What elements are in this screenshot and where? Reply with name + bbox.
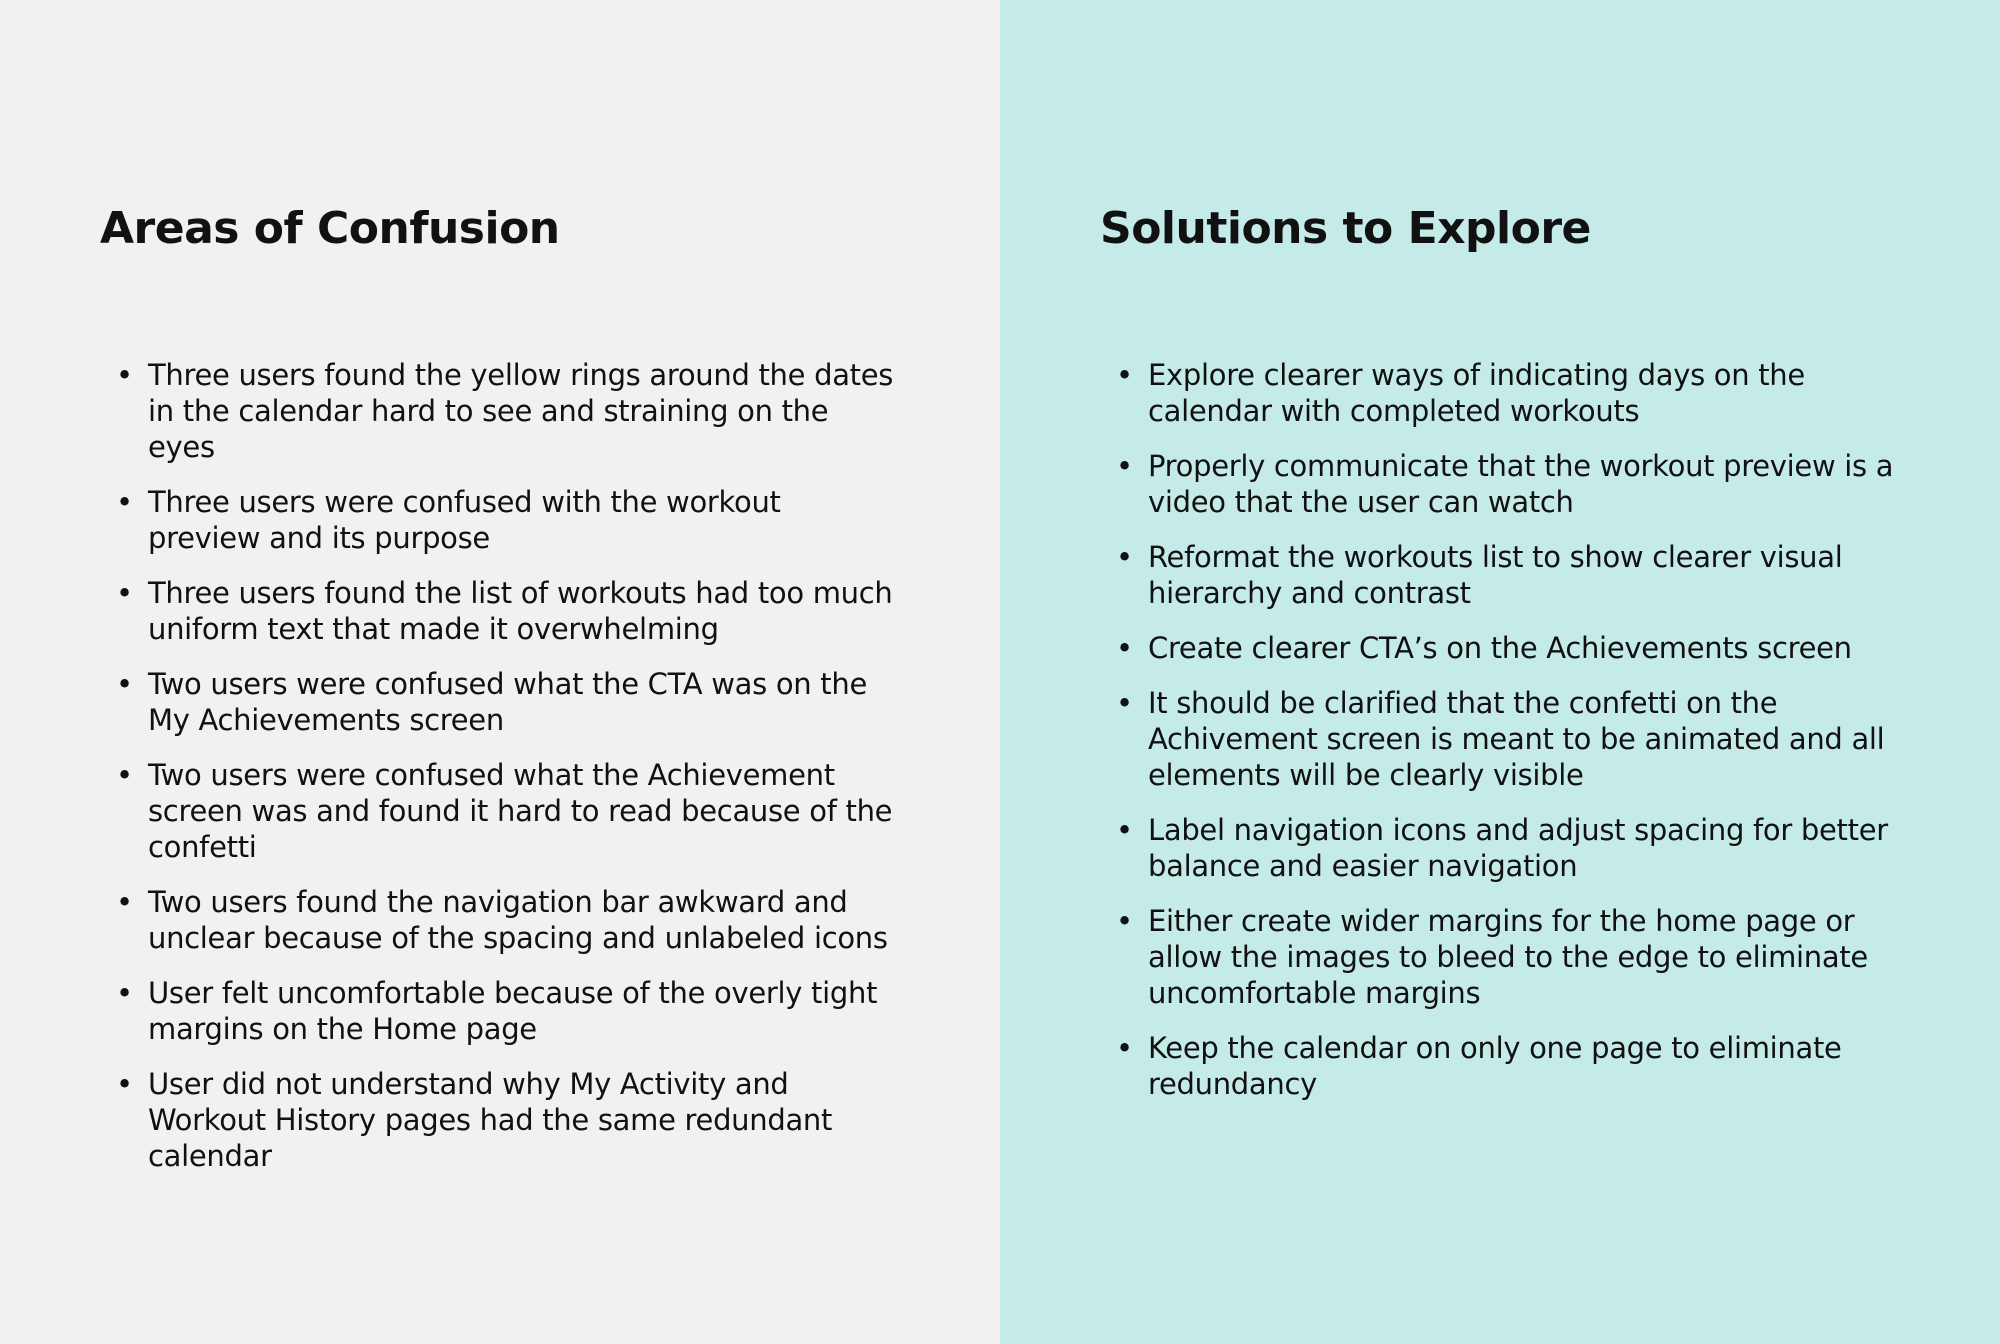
bullet-icon: • (1116, 358, 1133, 392)
bullet-icon: • (116, 976, 133, 1010)
bullet-icon: • (116, 885, 133, 919)
confusion-item: • User felt uncomfortable because of the overly tight margins on the Home page (116, 976, 878, 1046)
bullet-icon: • (116, 1067, 133, 1101)
bullet-icon: • (1116, 540, 1133, 574)
bullet-icon: • (116, 667, 133, 701)
confusion-item: • Three users found the list of workouts had too much uniform text that made it overwhelming (116, 576, 893, 646)
solution-item: • Properly communicate that the workout preview is a video that the user can watch (1116, 449, 1894, 519)
solution-item: • Either create wider margins for the home page or allow the images to bleed to the edge to eliminate uncomfortable margins (1116, 904, 1868, 1010)
confusion-list (100, 357, 900, 1193)
confusion-item: • Three users found the yellow rings around the dates in the calendar hard to see and straining on the eyes (116, 358, 894, 464)
confusion-item: • Two users were confused what the Achievement screen was and found it hard to read because of the confetti (116, 758, 893, 864)
confusion-item: • Two users found the navigation bar awkward and unclear because of the spacing and unlabeled icons (116, 885, 888, 955)
solution-item: • Reformat the workouts list to show clearer visual hierarchy and contrast (1116, 540, 1843, 610)
bullet-icon: • (1116, 813, 1133, 847)
bullet-icon: • (1116, 449, 1133, 483)
confusion-item: • User did not understand why My Activity and Workout History pages had the same redundant calendar (116, 1067, 833, 1173)
solution-item: • Keep the calendar on only one page to eliminate redundancy (1116, 1031, 1842, 1101)
confusion-item: • Two users were confused what the CTA was on the My Achievements screen (116, 667, 868, 737)
solution-item: • It should be clarified that the confetti on the Achivement screen is meant to be animated and all elements will be clearly visible (1116, 686, 1885, 792)
bullet-icon: • (1116, 631, 1133, 665)
solutions-list (1100, 357, 1900, 1121)
bullet-icon: • (116, 758, 133, 792)
solution-item: • Explore clearer ways of indicating days on the calendar with completed workouts (1116, 358, 1805, 428)
bullet-icon: • (1116, 904, 1133, 938)
bullet-icon: • (116, 358, 133, 392)
solutions-to-explore-panel (1000, 0, 2000, 1344)
confusion-item: • Three users were confused with the workout preview and its purpose (116, 485, 781, 555)
solutions-to-explore-title: Solutions to Explore (1100, 203, 1591, 254)
bullet-icon: • (116, 576, 133, 610)
areas-of-confusion-title: Areas of Confusion (100, 203, 560, 254)
solution-item: • Label navigation icons and adjust spacing for better balance and easier navigation (1116, 813, 1888, 883)
bullet-icon: • (116, 485, 133, 519)
solution-item: • Create clearer CTA’s on the Achievements screen (1116, 631, 1852, 665)
bullet-icon: • (1116, 686, 1133, 720)
bullet-icon: • (1116, 1031, 1133, 1065)
